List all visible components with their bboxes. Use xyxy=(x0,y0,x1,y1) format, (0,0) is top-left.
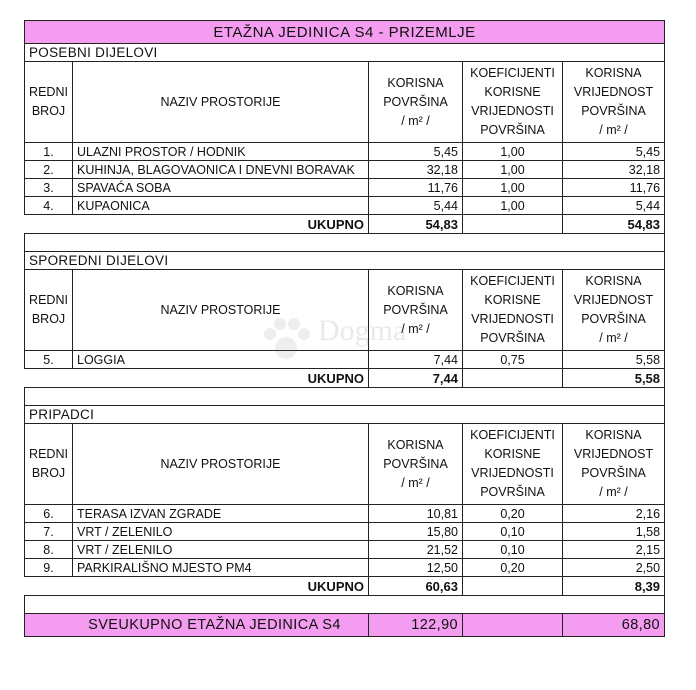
room-area: 5,44 xyxy=(369,197,463,215)
section-title-row xyxy=(25,44,665,62)
header-korisna-povrsina xyxy=(369,270,463,351)
header-korisna-povrsina-line: / m² / xyxy=(401,113,430,128)
header-korisna-povrsina-line: / m² / xyxy=(401,475,430,490)
header-redni-broj-line: REDNI xyxy=(29,85,68,99)
header-korisna-povrsina-line: KORISNA xyxy=(387,283,444,298)
header-korisna-vrijednost-line: / m² / xyxy=(599,123,628,137)
row-number: 2. xyxy=(25,161,73,179)
header-redni-broj-line: BROJ xyxy=(31,312,66,326)
header-koeficijenti-line: POVRŠINA xyxy=(480,331,545,345)
table-row xyxy=(25,179,665,197)
spacer-row xyxy=(25,596,665,614)
room-value: 5,45 xyxy=(563,143,665,161)
room-coefficient: 1,00 xyxy=(463,161,563,179)
watermark-text: Dogma xyxy=(318,314,407,347)
header-korisna-povrsina-line: / m² / xyxy=(401,321,430,336)
total-label: UKUPNO xyxy=(25,215,369,234)
section-title: SPOREDNI DIJELOVI xyxy=(25,252,665,270)
room-coefficient: 1,00 xyxy=(463,143,563,161)
section-title-row xyxy=(25,406,665,424)
section-total-row xyxy=(25,215,665,234)
room-coefficient: 1,00 xyxy=(463,197,563,215)
table-row xyxy=(25,161,665,179)
row-number: 9. xyxy=(25,559,73,577)
total-value: 8,39 xyxy=(563,577,665,596)
spacer-row xyxy=(25,388,665,406)
header-korisna-vrijednost-line: VRIJEDNOST xyxy=(573,447,654,461)
header-korisna-povrsina xyxy=(369,424,463,505)
header-korisna-vrijednost-line: VRIJEDNOST xyxy=(573,85,654,99)
header-naziv: NAZIV PROSTORIJE xyxy=(73,424,369,505)
table-row xyxy=(25,143,665,161)
row-number: 6. xyxy=(25,505,73,523)
header-korisna-povrsina-line: POVRŠINA xyxy=(383,456,448,471)
header-redni-broj-line: REDNI xyxy=(29,293,68,307)
room-value: 1,58 xyxy=(563,523,665,541)
room-coefficient: 1,00 xyxy=(463,179,563,197)
room-value: 32,18 xyxy=(563,161,665,179)
total-area: 60,63 xyxy=(369,577,463,596)
header-korisna-vrijednost-line: / m² / xyxy=(599,485,628,499)
room-area: 12,50 xyxy=(369,559,463,577)
table-row xyxy=(25,559,665,577)
table-row xyxy=(25,541,665,559)
table-row xyxy=(25,351,665,369)
header-korisna-povrsina xyxy=(369,62,463,143)
table-row xyxy=(25,523,665,541)
header-korisna-povrsina-line: POVRŠINA xyxy=(383,302,448,317)
room-value: 2,50 xyxy=(563,559,665,577)
total-area: 54,83 xyxy=(369,215,463,234)
room-area: 5,45 xyxy=(369,143,463,161)
spacer-cell xyxy=(25,596,665,614)
header-korisna-vrijednost-line: KORISNA xyxy=(585,274,642,288)
room-coefficient: 0,20 xyxy=(463,505,563,523)
total-value: 5,58 xyxy=(563,369,665,388)
header-korisna-vrijednost-line: KORISNA xyxy=(585,428,642,442)
table-row xyxy=(25,505,665,523)
room-value: 11,76 xyxy=(563,179,665,197)
header-korisna-vrijednost xyxy=(563,424,665,505)
header-koeficijenti xyxy=(463,424,563,505)
header-redni-broj-line: BROJ xyxy=(31,104,66,118)
room-area: 15,80 xyxy=(369,523,463,541)
header-koeficijenti-line: KORISNE xyxy=(484,85,541,99)
column-header-row xyxy=(25,270,665,351)
room-area: 11,76 xyxy=(369,179,463,197)
row-number: 5. xyxy=(25,351,73,369)
room-value: 2,15 xyxy=(563,541,665,559)
room-coefficient: 0,75 xyxy=(463,351,563,369)
header-redni-broj-line: REDNI xyxy=(29,447,68,461)
room-value: 5,58 xyxy=(563,351,665,369)
grand-total-row xyxy=(25,614,665,637)
header-korisna-povrsina-line: POVRŠINA xyxy=(383,94,448,109)
total-coef-empty xyxy=(463,369,563,388)
header-korisna-vrijednost-line: KORISNA xyxy=(585,66,642,80)
table-row xyxy=(25,197,665,215)
column-header-row xyxy=(25,424,665,505)
total-value: 54,83 xyxy=(563,215,665,234)
room-value: 2,16 xyxy=(563,505,665,523)
total-label: UKUPNO xyxy=(25,577,369,596)
room-name: PARKIRALIŠNO MJESTO PM4 xyxy=(73,559,369,577)
room-name: ULAZNI PROSTOR / HODNIK xyxy=(73,143,369,161)
section-title: POSEBNI DIJELOVI xyxy=(25,44,665,62)
header-korisna-vrijednost-line: VRIJEDNOST xyxy=(573,293,654,307)
section-total-row xyxy=(25,577,665,596)
header-koeficijenti-line: POVRŠINA xyxy=(480,485,545,499)
room-area: 10,81 xyxy=(369,505,463,523)
header-redni-broj xyxy=(25,424,73,505)
row-number: 8. xyxy=(25,541,73,559)
header-redni-broj xyxy=(25,62,73,143)
total-label: UKUPNO xyxy=(25,369,369,388)
section-title: PRIPADCI xyxy=(25,406,665,424)
header-korisna-vrijednost xyxy=(563,62,665,143)
spacer-row xyxy=(25,234,665,252)
room-name: VRT / ZELENILO xyxy=(73,523,369,541)
header-koeficijenti xyxy=(463,270,563,351)
room-name: KUHINJA, BLAGOVAONICA I DNEVNI BORAVAK xyxy=(73,161,369,179)
header-koeficijenti-line: KOEFICIJENTI xyxy=(470,66,555,80)
total-area: 7,44 xyxy=(369,369,463,388)
header-koeficijenti-line: KOEFICIJENTI xyxy=(470,274,555,288)
room-value: 5,44 xyxy=(563,197,665,215)
grand-total-label: SVEUKUPNO ETAŽNA JEDINICA S4 xyxy=(25,614,369,637)
room-name: VRT / ZELENILO xyxy=(73,541,369,559)
room-coefficient: 0,20 xyxy=(463,559,563,577)
header-korisna-vrijednost-line: / m² / xyxy=(599,331,628,345)
row-number: 3. xyxy=(25,179,73,197)
header-naziv: NAZIV PROSTORIJE xyxy=(73,270,369,351)
grand-total-coef-empty xyxy=(463,614,563,637)
spacer-cell xyxy=(25,234,665,252)
header-koeficijenti-line: VRIJEDNOSTI xyxy=(471,104,554,118)
header-koeficijenti-line: POVRŠINA xyxy=(480,123,545,137)
header-korisna-vrijednost-line: POVRŠINA xyxy=(581,104,646,118)
spacer-cell xyxy=(25,388,665,406)
room-coefficient: 0,10 xyxy=(463,523,563,541)
header-redni-broj-line: BROJ xyxy=(31,466,66,480)
header-naziv: NAZIV PROSTORIJE xyxy=(73,62,369,143)
header-korisna-povrsina-line: KORISNA xyxy=(387,75,444,90)
room-area: 21,52 xyxy=(369,541,463,559)
header-koeficijenti xyxy=(463,62,563,143)
header-koeficijenti-line: KORISNE xyxy=(484,447,541,461)
row-number: 1. xyxy=(25,143,73,161)
room-name: KUPAONICA xyxy=(73,197,369,215)
room-area: 7,44 xyxy=(369,351,463,369)
room-coefficient: 0,10 xyxy=(463,541,563,559)
room-name: LOGGIA xyxy=(73,351,369,369)
grand-total-area: 122,90 xyxy=(369,614,463,637)
table-title: ETAŽNA JEDINICA S4 - PRIZEMLJE xyxy=(25,21,665,44)
row-number: 7. xyxy=(25,523,73,541)
row-number: 4. xyxy=(25,197,73,215)
total-coef-empty xyxy=(463,577,563,596)
column-header-row xyxy=(25,62,665,143)
header-korisna-vrijednost-line: POVRŠINA xyxy=(581,312,646,326)
area-table xyxy=(24,20,665,637)
total-coef-empty xyxy=(463,215,563,234)
header-redni-broj xyxy=(25,270,73,351)
section-total-row xyxy=(25,369,665,388)
header-koeficijenti-line: KOEFICIJENTI xyxy=(470,428,555,442)
room-name: TERASA IZVAN ZGRADE xyxy=(73,505,369,523)
header-koeficijenti-line: VRIJEDNOSTI xyxy=(471,466,554,480)
header-korisna-vrijednost xyxy=(563,270,665,351)
room-area: 32,18 xyxy=(369,161,463,179)
section-title-row xyxy=(25,252,665,270)
header-korisna-vrijednost-line: POVRŠINA xyxy=(581,466,646,480)
header-koeficijenti-line: KORISNE xyxy=(484,293,541,307)
grand-total-value: 68,80 xyxy=(563,614,665,637)
header-koeficijenti-line: VRIJEDNOSTI xyxy=(471,312,554,326)
room-name: SPAVAĆA SOBA xyxy=(73,179,369,197)
header-korisna-povrsina-line: KORISNA xyxy=(387,437,444,452)
